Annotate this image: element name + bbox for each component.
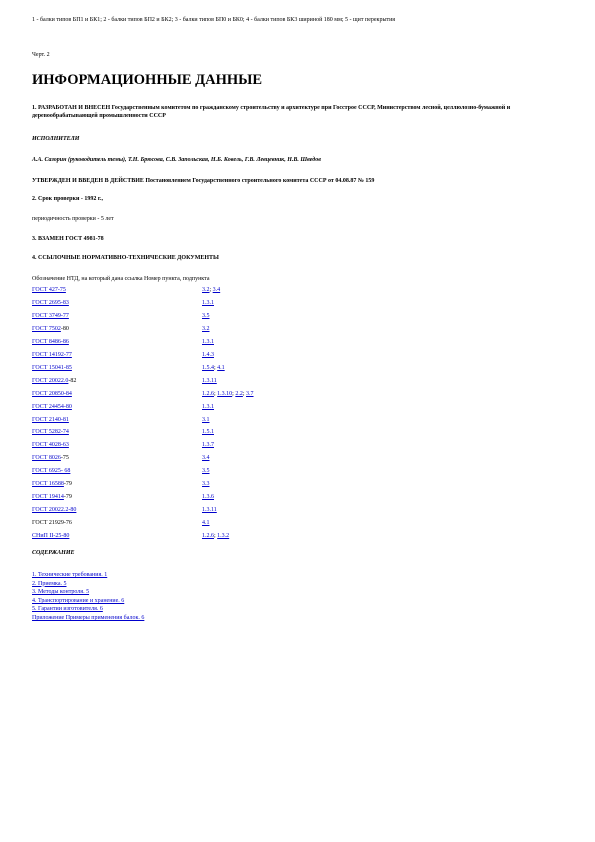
table-row [32, 286, 432, 296]
table-row [32, 416, 432, 426]
reference-document-cell [32, 416, 69, 424]
reference-point-link[interactable]: 1.5.1 [202, 429, 214, 436]
reference-point-link[interactable]: 1.3.1 [202, 338, 214, 345]
review-term: 2. Срок проверки - 1992 г., [32, 196, 103, 202]
reference-document-link[interactable]: ГОСТ 24454-80 [32, 403, 72, 410]
reference-document-suffix: ГОСТ 21929-76 [32, 520, 72, 527]
approved-paragraph: УТВЕРЖДЕН И ВВЕДЕН В ДЕЙСТВИЕ Постановлением Государственного строительного комитета СССР от 04.08.87 № 159 [32, 178, 375, 184]
reference-document-cell [32, 338, 69, 346]
reference-point-link[interactable]: 3.2 [202, 287, 210, 293]
review-period: периодичность проверки - 5 лет [32, 216, 114, 222]
reference-points-cell [202, 454, 210, 462]
reference-document-cell [32, 351, 72, 359]
reference-point-link[interactable]: 3.5 [202, 468, 210, 475]
reference-document-suffix: -79 [63, 481, 72, 488]
reference-document-cell [32, 428, 69, 436]
reference-points-cell [202, 480, 210, 488]
reference-document-suffix: -75 [60, 455, 69, 462]
reference-points-cell [202, 428, 214, 436]
reference-document-cell [32, 506, 76, 514]
toc-link[interactable]: 1. Технические требования. 1 [32, 572, 108, 578]
reference-points-cell [202, 532, 229, 540]
reference-document-link[interactable]: ГОСТ 6925- 68 [32, 468, 71, 475]
reference-document-link[interactable]: ГОСТ 20022.2-80 [32, 507, 77, 514]
reference-points-cell [202, 506, 217, 514]
reference-point-link[interactable]: 3.5 [202, 312, 210, 319]
reference-document-cell [32, 493, 72, 501]
reference-document-link[interactable]: ГОСТ 15041-85 [32, 364, 72, 371]
developed-paragraph: 1. РАЗРАБОТАН И ВНЕСЕН Государственным комитетом по гражданскому строительству и архитектуре при Госстрое СССР, Министерством лесной, целлюлозно-бумажной и деревообрабатывающей промышленности СССР [32, 105, 511, 119]
table-row [32, 519, 432, 529]
reference-document-link[interactable]: ГОСТ 5282-74 [32, 429, 69, 436]
table-row [32, 467, 432, 477]
reference-point-separator: ; [209, 287, 213, 293]
figure-label: Черт. 2 [32, 52, 50, 58]
reference-points-cell [202, 299, 214, 307]
reference-document-link[interactable]: ГОСТ 14192-77 [32, 351, 72, 358]
reference-point-link[interactable]: 1.3.7 [202, 442, 214, 449]
replaced-standard: 3. ВЗАМЕН ГОСТ 4981-78 [32, 236, 104, 242]
reference-points-cell [202, 364, 225, 372]
table-row [32, 532, 432, 542]
reference-points-cell [202, 441, 214, 449]
table-row [32, 480, 432, 490]
figure-caption: 1 - балки типов БП1 и БК1; 2 - балки типов БП2 и БК2; 3 - балки типов БП0 и БК0; 4 - балки типов БК3 шириной 180 мм; 5 - щит перекрытия [32, 17, 396, 23]
reference-document-cell [32, 312, 69, 320]
reference-point-link[interactable]: 1.3.1 [202, 403, 214, 410]
reference-table-header: Обозначение НТД, на который дана ссылка Номер пункта, подпункта [32, 276, 210, 282]
reference-document-cell [32, 403, 72, 411]
reference-points-cell [202, 351, 214, 359]
reference-point-separator: ; [214, 390, 218, 397]
reference-points-cell [202, 416, 210, 424]
table-row [32, 390, 432, 400]
reference-document-cell [32, 286, 66, 294]
reference-point-link[interactable]: 1.3.6 [202, 494, 214, 501]
references-heading: 4. ССЫЛОЧНЫЕ НОРМАТИВНО-ТЕХНИЧЕСКИЕ ДОКУМЕНТЫ [32, 255, 219, 261]
table-row [32, 312, 432, 322]
reference-document-cell [32, 532, 69, 540]
reference-document-link[interactable]: ГОСТ 4028-63 [32, 442, 69, 449]
reference-document-link[interactable]: ГОСТ 20850-84 [32, 390, 72, 397]
reference-point-separator: ; [232, 390, 236, 397]
reference-point-link[interactable]: 3.7 [246, 390, 254, 397]
reference-points-cell [202, 312, 210, 320]
reference-points-cell [202, 377, 217, 385]
reference-document-cell [32, 480, 72, 488]
table-row [32, 506, 432, 516]
toc-link[interactable]: 3. Методы контроля. 5 [32, 589, 90, 596]
reference-point-separator: ; [214, 364, 218, 371]
toc-link[interactable]: 4. Транспортирование и хранение. 6 [32, 597, 125, 604]
reference-document-suffix: -80 [60, 325, 69, 332]
reference-document-link[interactable]: ГОСТ 427-75 [32, 287, 66, 293]
reference-document-cell [32, 325, 69, 333]
reference-document-link[interactable]: ГОСТ 3749-77 [32, 312, 69, 319]
reference-document-cell [32, 467, 70, 475]
reference-point-separator: ; [214, 533, 218, 540]
toc-link[interactable]: 2. Приемка. 5 [32, 580, 67, 587]
reference-document-link[interactable]: ГОСТ 20022.0 [32, 377, 69, 384]
reference-points-cell [202, 286, 220, 294]
reference-point-link[interactable]: 2.2 [235, 390, 243, 397]
reference-document-cell [32, 364, 72, 372]
reference-points-cell [202, 493, 214, 501]
reference-points-cell [202, 467, 210, 475]
toc-link[interactable]: Приложение Примеры применения балок. 6 [32, 615, 145, 621]
reference-document-link[interactable]: СНиП II-25-80 [32, 533, 70, 540]
reference-point-separator: ; [242, 390, 247, 397]
reference-point-link[interactable]: 3.4 [212, 287, 221, 293]
toc-link[interactable]: 5. Гарантии изготовителя. 6 [32, 606, 103, 613]
reference-document-link[interactable]: ГОСТ 8486-86 [32, 338, 69, 345]
reference-point-link[interactable]: 1.3.2 [217, 533, 230, 540]
reference-document-cell [32, 377, 76, 385]
executors-heading: ИСПОЛНИТЕЛИ [32, 136, 80, 142]
table-row [32, 493, 432, 503]
table-row [32, 428, 432, 438]
table-row [32, 325, 432, 335]
reference-document-link[interactable]: ГОСТ 8026 [32, 455, 61, 462]
reference-document-cell [32, 519, 72, 527]
table-row [32, 351, 432, 361]
reference-document-suffix: -79 [63, 494, 72, 501]
reference-document-link[interactable]: ГОСТ 2695-83 [32, 299, 69, 306]
reference-point-link[interactable]: 3.3 [202, 481, 210, 488]
reference-point-link[interactable]: 1.4.3 [202, 351, 214, 358]
table-row [32, 454, 432, 464]
table-row [32, 338, 432, 348]
table-row [32, 299, 432, 309]
table-row [32, 441, 432, 451]
reference-point-link[interactable]: 1.3.10 [217, 390, 233, 397]
reference-document-link[interactable]: ГОСТ 2140-81 [32, 416, 69, 423]
table-row [32, 377, 432, 387]
reference-document-suffix: -82 [68, 377, 77, 384]
toc-heading: СОДЕРЖАНИЕ [32, 550, 75, 556]
reference-point-link[interactable]: 3.2 [202, 325, 210, 332]
reference-point-link[interactable]: 1.2.6 [202, 390, 214, 397]
reference-point-link[interactable]: 1.3.11 [202, 507, 217, 514]
reference-point-link[interactable]: 4.1 [217, 364, 225, 371]
reference-point-link[interactable]: 4.1 [202, 520, 210, 527]
reference-document-link[interactable]: ГОСТ 16588 [32, 481, 64, 488]
reference-point-link[interactable]: 1.3.1 [202, 299, 214, 306]
reference-document-cell [32, 441, 69, 449]
reference-document-cell [32, 390, 72, 398]
reference-document-link[interactable]: ГОСТ 19414 [32, 494, 64, 501]
reference-point-link[interactable]: 1.2.6 [202, 533, 214, 540]
reference-document-cell [32, 299, 69, 307]
reference-point-link[interactable]: 1.3.11 [202, 377, 217, 384]
reference-document-link[interactable]: ГОСТ 7502 [32, 325, 61, 332]
reference-point-link[interactable]: 3.1 [202, 416, 210, 423]
reference-points-cell [202, 519, 210, 527]
table-row [32, 403, 432, 413]
reference-point-link[interactable]: 1.5.4 [202, 364, 214, 371]
reference-point-link[interactable]: 3.4 [202, 455, 210, 462]
reference-points-cell [202, 338, 214, 346]
reference-points-cell [202, 390, 254, 398]
reference-document-cell [32, 454, 69, 462]
page-title: ИНФОРМАЦИОННЫЕ ДАННЫЕ [32, 72, 263, 88]
executors-list: А.А. Сазорин (руководитель темы), Т.Н. Брюсова, С.В. Запольская, Н.Б. Ковель, Г.В. Левцевник, Н.В. Шведов [32, 157, 321, 163]
table-row [32, 364, 432, 374]
reference-points-cell [202, 325, 210, 333]
reference-points-cell [202, 403, 214, 411]
